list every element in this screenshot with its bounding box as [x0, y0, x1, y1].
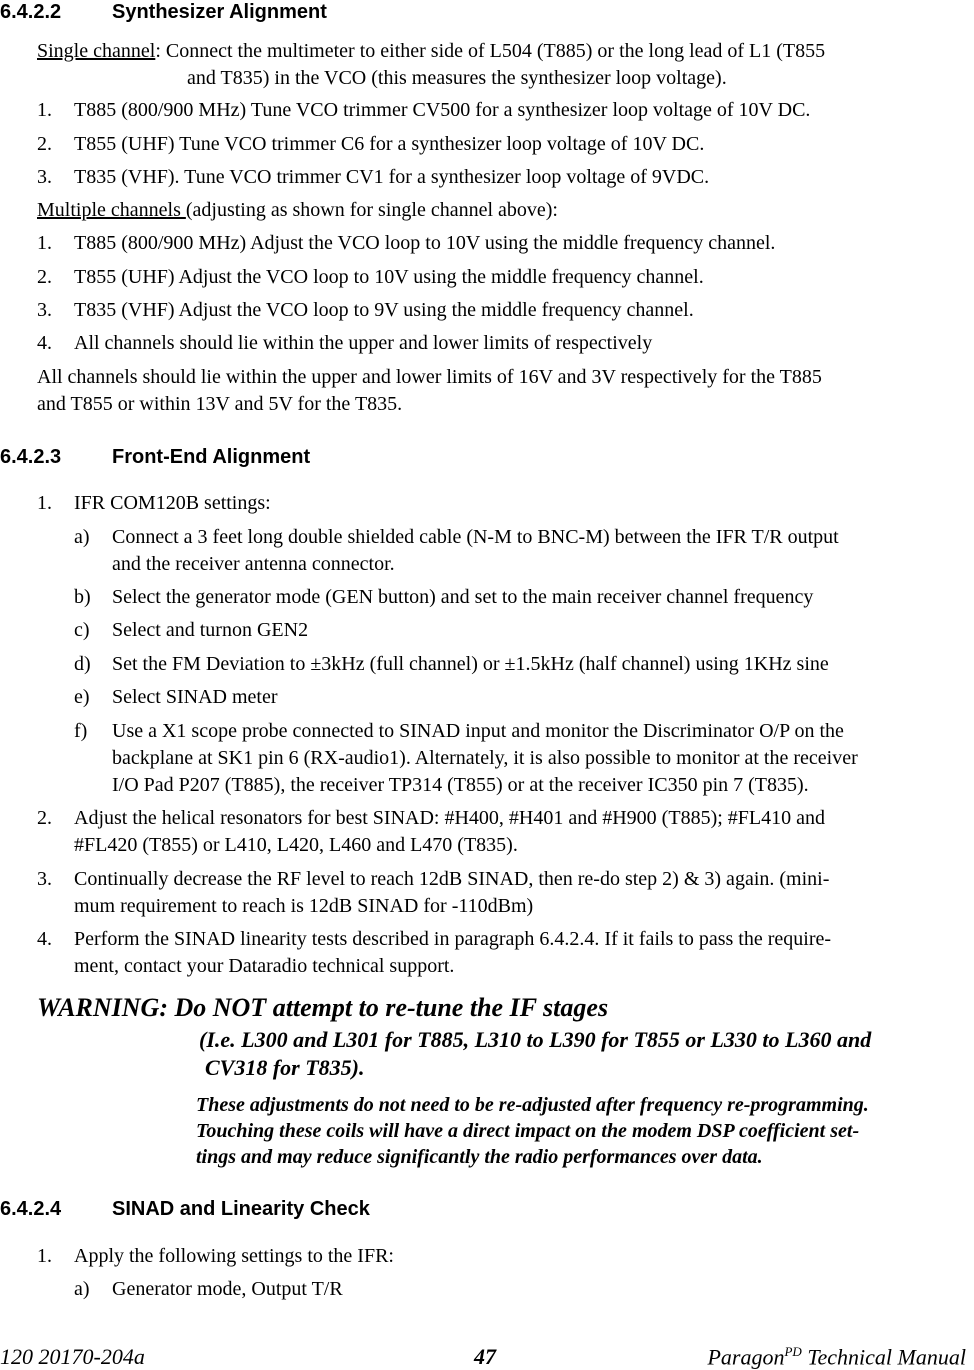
sub-item-label: e): [74, 686, 90, 708]
footer-doc-number: 120 20170-204a: [0, 1344, 145, 1369]
heading-number: 6.4.2.4: [0, 1198, 62, 1220]
sub-item-text: Select the generator mode (GEN button) and set to the main receiver channel frequency: [112, 586, 814, 608]
heading-title: Front-End Alignment: [112, 446, 311, 468]
sub-item-text: Select and turnon GEN2: [112, 619, 309, 641]
list-item-number: 4.: [37, 928, 52, 950]
sub-item-label: f): [74, 720, 88, 742]
warning-detail-cont: CV318 for T835).: [205, 1055, 365, 1080]
list-item: 1. IFR COM120B settings:: [37, 492, 271, 514]
footer-page-number: 47: [474, 1344, 496, 1369]
sub-item-label: a): [74, 1278, 90, 1300]
sub-item-label: c): [74, 619, 90, 641]
list-item: 1. Apply the following settings to the IFR:: [37, 1245, 394, 1267]
list-item-text: Perform the SINAD linearity tests described in paragraph 6.4.2.4. If it fails to pass the require-: [74, 928, 832, 950]
list-item: 3. T835 (VHF) Adjust the VCO loop to 9V using the middle frequency channel.: [37, 299, 694, 321]
sub-item-text: backplane at SK1 pin 6 (RX-audio1). Alternately, it is also possible to monitor at the receiver: [112, 747, 858, 769]
single-channel-text-cont: and T835) in the VCO (this measures the synthesizer loop voltage).: [187, 67, 727, 89]
sub-item-text: Use a X1 scope probe connected to SINAD input and monitor the Discriminator O/P on the: [112, 720, 844, 742]
list-item: 2. T855 (UHF) Tune VCO trimmer C6 for a synthesizer loop voltage of 10V DC.: [37, 133, 705, 155]
heading-6422: [0, 0, 327, 24]
warning-note: Touching these coils will have a direct impact on the modem DSP coefficient set-: [196, 1120, 860, 1142]
single-channel-line: [37, 38, 825, 65]
heading-6424: [0, 1197, 370, 1221]
sub-item-text: Connect a 3 feet long double shielded cable (N-M to BNC-M) between the IFR T/R output: [112, 526, 839, 548]
warning-note: tings and may reduce significantly the radio performances over data.: [196, 1146, 763, 1168]
sub-item-text: Set the FM Deviation to ±3kHz (full channel) or ±1.5kHz (half channel) using 1KHz sine: [112, 653, 829, 675]
list-item-number: 3.: [37, 868, 52, 890]
list-item-text: mum requirement to reach is 12dB SINAD for -110dBm): [74, 895, 534, 917]
limits-paragraph-cont: and T855 or within 13V and 5V for the T835.: [37, 393, 403, 415]
heading-6423: [0, 445, 310, 469]
heading-title: SINAD and Linearity Check: [112, 1198, 370, 1220]
list-item-number: 2.: [37, 807, 52, 829]
single-channel-text: : Connect the multimeter to either side of L504 (T885) or the long lead of L1 (T855: [155, 40, 826, 62]
list-item: 3. T835 (VHF). Tune VCO trimmer CV1 for a synthesizer loop voltage of 9VDC.: [37, 166, 710, 188]
list-item-text: Continually decrease the RF level to reach 12dB SINAD, then re-do step 2) & 3) again. (mini-: [74, 868, 830, 890]
footer-manual-title: Paragon$^{PD}$ Technical Manual: [707, 1344, 966, 1370]
heading-number: 6.4.2.3: [0, 446, 62, 468]
sub-item-label: a): [74, 526, 90, 548]
list-item-text: ment, contact your Dataradio technical support.: [74, 955, 455, 977]
list-item: 2. T855 (UHF) Adjust the VCO loop to 10V using the middle frequency channel.: [37, 266, 704, 288]
warning-detail: (I.e. L300 and L301 for T885, L310 to L390 for T855 or L330 to L360 and: [199, 1027, 872, 1052]
list-item-text: #FL420 (T855) or L410, L420, L460 and L470 (T835).: [74, 834, 518, 856]
multiple-channels-line: Multiple channels (adjusting as shown for single channel above):: [37, 199, 558, 221]
sub-item-text: Select SINAD meter: [112, 686, 278, 708]
heading-title: Synthesizer Alignment: [112, 1, 327, 23]
list-item-text: Adjust the helical resonators for best SINAD: #H400, #H401 and #H900 (T885); #FL410 and: [74, 807, 825, 829]
warning-note: These adjustments do not need to be re-adjusted after frequency re-programming.: [196, 1094, 869, 1116]
list-item: 1. T885 (800/900 MHz) Tune VCO trimmer CV500 for a synthesizer loop voltage of 10V DC.: [37, 99, 811, 121]
sub-item-text: Generator mode, Output T/R: [112, 1278, 343, 1300]
list-item: 1. T885 (800/900 MHz) Adjust the VCO loop to 10V using the middle frequency channel.: [37, 232, 776, 254]
sub-item-label: d): [74, 653, 91, 675]
multiple-channels-label: Multiple channels: [37, 199, 186, 221]
limits-paragraph: All channels should lie within the upper and lower limits of 16V and 3V respectively for the T885: [37, 366, 822, 388]
sub-item-label: b): [74, 586, 91, 608]
single-channel-label: Single channel: [37, 40, 156, 62]
sub-item-text: I/O Pad P207 (T885), the receiver TP314 (T855) or at the receiver IC350 pin 7 (T835).: [112, 774, 809, 796]
sub-item-text: and the receiver antenna connector.: [112, 553, 395, 575]
warning-title: WARNING: Do NOT attempt to re-tune the IF stages: [37, 993, 609, 1022]
list-item: 4. All channels should lie within the upper and lower limits of respectively: [37, 332, 653, 354]
heading-number: 6.4.2.2: [0, 1, 62, 23]
